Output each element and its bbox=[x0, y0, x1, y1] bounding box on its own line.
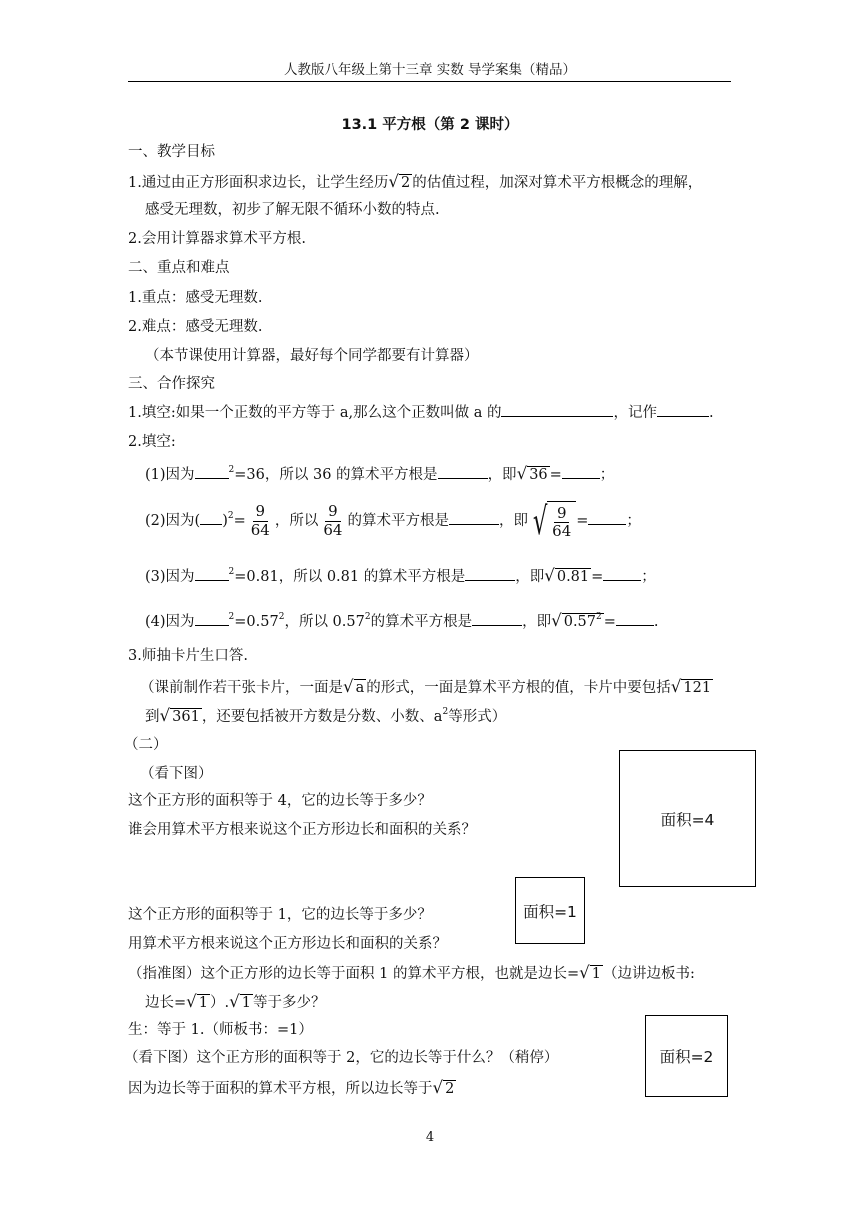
part-two-label: （二） bbox=[124, 737, 168, 753]
sqrt-0-57-squared: √ 0.57$^2$ bbox=[551, 611, 602, 630]
square-area-1-label: 面积=1 bbox=[523, 902, 577, 921]
section-title: 13.1 平方根（第 2 课时） bbox=[341, 117, 519, 133]
sqrt-2-symbol: √ 2 bbox=[388, 172, 411, 191]
fill-1: 1.填空:如果一个正数的平方等于 a,那么这个正数叫做 a 的 ，记作 . bbox=[128, 405, 714, 421]
fill-2-heading: 2.填空: bbox=[128, 434, 176, 450]
sqrt-121: √ 121 bbox=[670, 677, 712, 696]
sqrt-2-symbol: √ 2 bbox=[432, 1078, 455, 1097]
question-area-1: 这个正方形的面积等于 1，它的边长等于多少？ bbox=[128, 907, 432, 923]
goal-1-line: 1.通过由正方形面积求边长，让学生经历√ 2 的估值过程，加深对算术平方根概念的理解， bbox=[128, 172, 703, 191]
square-area-4 bbox=[619, 750, 756, 887]
sqrt-361: √ 361 bbox=[159, 706, 200, 725]
square-area-1 bbox=[515, 877, 585, 944]
answer-blank[interactable] bbox=[588, 523, 626, 525]
question-3: (3)因为 $^2$=0.81，所以 0.81 的算术平方根是 ，即√ 0.81 = ； bbox=[145, 566, 656, 585]
question-area-4: 这个正方形的面积等于 4，它的边长等于多少？ bbox=[128, 793, 432, 809]
goal-1-cont: 感受无理数，初步了解无限不循环小数的特点. bbox=[145, 202, 440, 218]
answer-blank[interactable] bbox=[616, 624, 654, 626]
question-1: (1)因为 $^2$=36，所以 36 的算术平方根是 ，即√ 36 = ； bbox=[145, 464, 615, 483]
point-3: 3.师抽卡片生口答. bbox=[128, 648, 248, 664]
answer-blank[interactable] bbox=[472, 624, 522, 626]
goal-2: 2.会用计算器求算术平方根. bbox=[128, 231, 306, 247]
keypoint-1: 1.重点：感受无理数. bbox=[128, 290, 263, 306]
answer-blank[interactable] bbox=[603, 579, 641, 581]
sqrt-0-81: √ 0.81 bbox=[544, 566, 590, 585]
answer-blank[interactable] bbox=[195, 477, 229, 479]
heading-explore: 三、合作探究 bbox=[128, 376, 215, 392]
header-rule bbox=[128, 81, 731, 82]
answer-blank[interactable] bbox=[200, 523, 222, 525]
running-header: 人教版八年级上第十三章 实数 导学案集（精品） bbox=[283, 62, 577, 78]
conclusion-line: 因为边长等于面积的算术平方根，所以边长等于√ 2 bbox=[128, 1078, 455, 1097]
student-answer: 生：等于 1.（师板书：=1） bbox=[128, 1022, 313, 1038]
explain-line-2: 边长=√ 1 ）.√ 1 等于多少？ bbox=[145, 992, 326, 1011]
answer-blank[interactable] bbox=[562, 477, 600, 479]
question-4: (4)因为 $^2=0.57^2$，所以 0.57$^2$的算术平方根是 ，即√ $0.57^2$ = . bbox=[145, 611, 659, 630]
explain-line-1: （指准图）这个正方形的边长等于面积 1 的算术平方根，也就是边长=√ 1 （边讲边板书: bbox=[128, 963, 695, 982]
heading-keypoints: 二、重点和难点 bbox=[128, 260, 230, 276]
answer-blank[interactable] bbox=[195, 624, 229, 626]
sqrt-9-64: √ $\frac{9}{64}$ bbox=[528, 501, 576, 542]
square-area-2-label: 面积=2 bbox=[659, 1048, 714, 1066]
keypoint-2: 2.难点：感受无理数. bbox=[128, 319, 263, 335]
look-figure-1: （看下图） bbox=[140, 766, 213, 782]
fraction-9-64: $\frac{9}{64}$ bbox=[250, 502, 270, 539]
fraction-9-64: $\frac{9}{64}$ bbox=[323, 502, 343, 539]
question-2: (2)因为( )$^2$= $\frac{9}{64}$ ，所以 $\frac{9}{64}$ 的算术平方根是 ，即 √ $\frac{9}{64}$ = ； bbox=[145, 498, 641, 543]
calculator-note: （本节课使用计算器，最好每个同学都要有计算器） bbox=[145, 348, 479, 364]
question-relation-1: 用算术平方根来说这个正方形边长和面积的关系？ bbox=[128, 936, 447, 952]
sqrt-1: √ 1 bbox=[186, 992, 209, 1011]
question-area-2: （看下图）这个正方形的面积等于 2，它的边长等于什么？（稍停） bbox=[124, 1050, 559, 1066]
answer-blank[interactable] bbox=[465, 579, 515, 581]
square-area-2 bbox=[645, 1015, 728, 1097]
square-area-4-label: 面积=4 bbox=[660, 810, 715, 829]
answer-blank[interactable] bbox=[438, 477, 488, 479]
card-note-line-1: （课前制作若干张卡片，一面是√ a 的形式，一面是算术平方根的值，卡片中要包括√ 121 bbox=[140, 677, 712, 696]
answer-blank[interactable] bbox=[501, 415, 613, 417]
sqrt-1: √ 1 bbox=[579, 963, 601, 982]
sqrt-1: √ 1 bbox=[229, 992, 251, 1011]
question-relation-4: 谁会用算术平方根来说这个正方形边长和面积的关系？ bbox=[128, 822, 476, 838]
sqrt-a: √ a bbox=[343, 677, 365, 696]
sqrt-36: √ 36 bbox=[516, 464, 548, 483]
card-note-line-2: 到√ 361 ，还要包括被开方数是分数、小数、$a^2$等形式） bbox=[145, 706, 507, 725]
answer-blank[interactable] bbox=[195, 579, 229, 581]
answer-blank[interactable] bbox=[449, 523, 499, 525]
page-number: 4 bbox=[425, 1130, 435, 1145]
answer-blank[interactable] bbox=[657, 415, 709, 417]
heading-goals: 一、教学目标 bbox=[128, 144, 215, 160]
